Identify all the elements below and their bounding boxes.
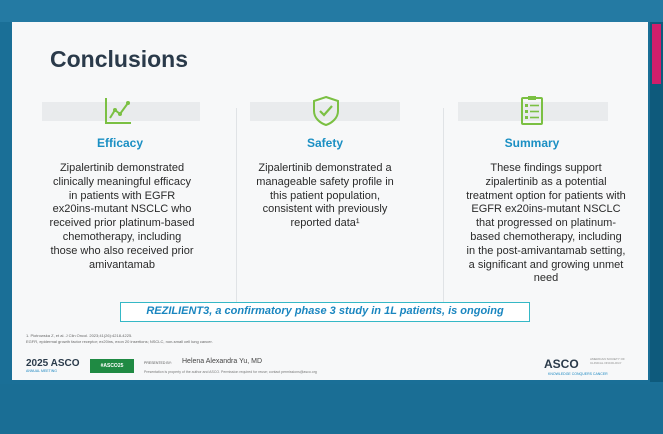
efficacy-text: Zipalertinib demonstrated clinically meaningful efficacy in patients with EGFR ex20ins-mutant NSCLC who received prior platinum-based chemotherapy, including those who also received prior amivantamab bbox=[49, 162, 195, 271]
checklist-icon bbox=[515, 94, 549, 128]
hashtag-badge: #ASCO25 bbox=[90, 359, 134, 373]
asco-logo: ASCO bbox=[544, 357, 579, 371]
presenter-name: Helena Alexandra Yu, MD bbox=[182, 358, 263, 365]
presented-by-label: PRESENTED BY: bbox=[144, 361, 172, 365]
safety-text: Zipalertinib demonstrated a manageable safety profile in this patient population, consistent with previously reported data¹ bbox=[256, 162, 394, 230]
column-divider bbox=[443, 108, 444, 308]
column-divider bbox=[236, 108, 237, 308]
safety-heading: Safety bbox=[306, 136, 344, 150]
references: 1. Piotrowska Z, et al. J Clin Oncol. 2023;41(26):4218-4225. EGFR, epidermal growth factor receptor; ex20ins, exon 20 insertions; NSCLC, non-small cell lung cancer. bbox=[26, 333, 213, 344]
summary-text: These findings support zipalertinib as a potential treatment option for patients with EGFR ex20ins-mutant NSCLC that progressed on platinum- based chemotherapy, including in the post-amivantamab setting, a significant and growing unmet need bbox=[466, 162, 626, 285]
side-panel bbox=[650, 22, 663, 382]
asco-2025-logo: 2025 ASCO ANNUAL MEETING bbox=[26, 358, 80, 373]
page-title: Conclusions bbox=[50, 46, 189, 72]
slide bbox=[12, 22, 648, 380]
efficacy-heading: Efficacy bbox=[96, 136, 144, 150]
shield-check-icon bbox=[309, 94, 343, 128]
asco-tagline: KNOWLEDGE CONQUERS CANCER bbox=[548, 372, 608, 376]
line-chart-icon bbox=[101, 94, 135, 128]
top-band bbox=[0, 0, 663, 22]
asco-society-name: AMERICAN SOCIETY OF CLINICAL ONCOLOGY bbox=[590, 357, 625, 365]
bottom-band bbox=[0, 384, 663, 434]
presentation-note: Presentation is property of the author and ASCO. Permission required for reuse; contact permissions@asco.org bbox=[144, 370, 317, 374]
summary-heading: Summary bbox=[504, 136, 560, 150]
callout-box: REZILIENT3, a confirmatory phase 3 study in 1L patients, is ongoing bbox=[120, 302, 530, 322]
